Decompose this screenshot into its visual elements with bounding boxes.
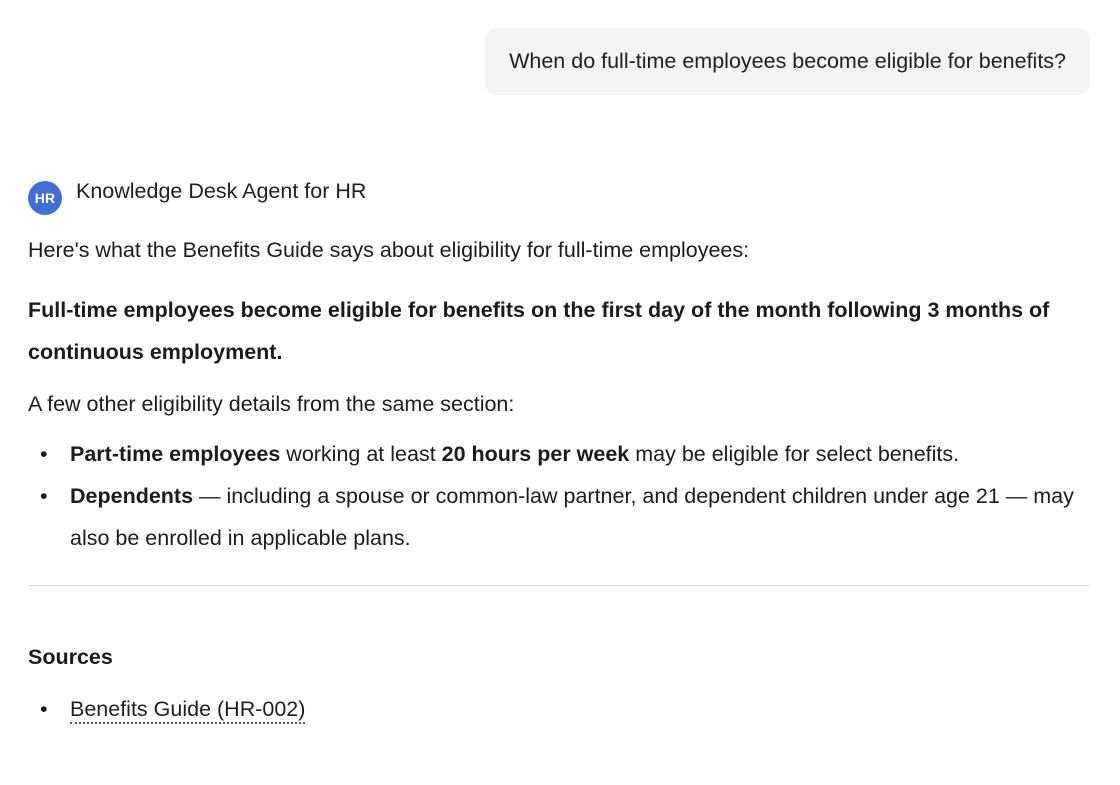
eligibility-details-list [28, 433, 1090, 559]
list-item [28, 475, 1090, 559]
agent-header [28, 179, 1090, 209]
user-message-bubble [485, 28, 1090, 95]
chat-transcript [28, 28, 1090, 724]
agent-avatar-initials: HR [34, 190, 56, 206]
source-link-benefits-guide[interactable]: Benefits Guide (HR-002) [70, 697, 305, 724]
agent-name: Knowledge Desk Agent for HR [76, 178, 367, 203]
response-intro: Here's what the Benefits Guide says about eligibility for full-time employees: [28, 238, 750, 262]
agent-avatar [28, 181, 62, 215]
bullet-icon: • [40, 697, 48, 721]
list-item-text: — including a spouse or common-law partner, and dependent children under age 21 — may also be enrolled in applicable plans. [70, 484, 1074, 550]
list-item-bold: 20 hours per week [441, 442, 630, 466]
list-item-bold: Part-time employees [70, 442, 281, 466]
user-message-text: When do full-time employees become eligible for benefits? [509, 49, 1066, 73]
list-item-text: working at least [280, 442, 442, 466]
list-item-bold: Dependents [70, 484, 194, 508]
list-item [28, 433, 1090, 475]
response-highlight: Full-time employees become eligible for benefits on the first day of the month following 3 months of continuous employment. [28, 298, 1050, 364]
sources-title: Sources [28, 645, 113, 669]
user-message-row [28, 28, 1090, 95]
bullet-icon: • [40, 484, 48, 508]
sources-list [28, 694, 1090, 724]
response-details-intro: A few other eligibility details from the same section: [28, 392, 515, 416]
bullet-icon: • [40, 442, 48, 466]
section-divider [28, 585, 1090, 586]
list-item-text: may be eligible for select benefits. [629, 442, 960, 466]
list-item [28, 694, 1090, 724]
